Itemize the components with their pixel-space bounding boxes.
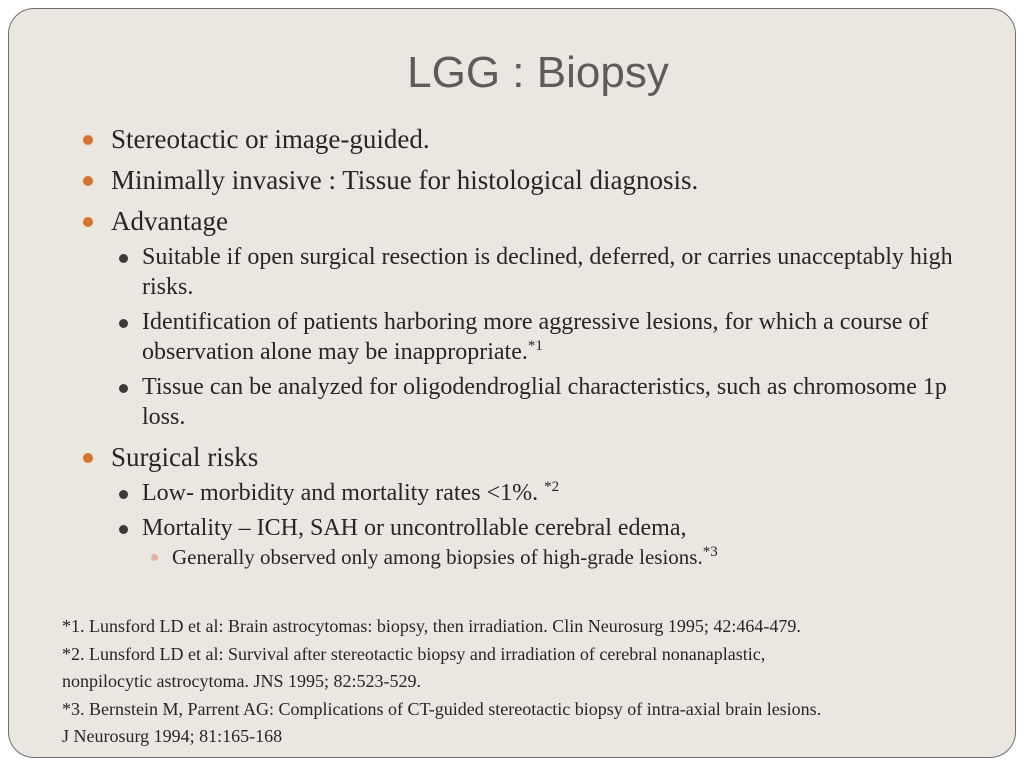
sub-sub-bullet-dot-icon (151, 554, 158, 561)
advantage-item-text: Identification of patients harboring more aggressive lesions, for which a course of observation alone may be inappropriate. (142, 309, 929, 365)
risk-list (111, 478, 959, 571)
sub-bullet-dot-icon (119, 490, 128, 499)
footnote-marker: *3 (702, 544, 718, 560)
advantage-item (111, 242, 959, 302)
slide-title: LGG : Biopsy (407, 48, 669, 97)
bullet-text: Minimally invasive : Tissue for histological diagnosis. (111, 165, 699, 195)
bullet-text: Advantage (111, 206, 228, 236)
reference-line: *1. Lunsford LD et al: Brain astrocytomas: biopsy, then irradiation. Clin Neurosurg 1995; 42:464-479. (62, 616, 801, 636)
slide (8, 8, 1016, 758)
bullet-stereotactic (79, 119, 959, 160)
advantage-list (111, 242, 959, 432)
bullet-dot-icon (83, 135, 93, 145)
risk-item-text: Mortality – ICH, SAH or uncontrollable cerebral edema, (142, 515, 687, 541)
bullet-list (79, 119, 959, 571)
sub-bullet-dot-icon (119, 384, 128, 393)
reference-line: *2. Lunsford LD et al: Survival after stereotactic biopsy and irradiation of cerebral nonanaplastic, (62, 643, 766, 664)
bullet-minimally-invasive (79, 160, 959, 201)
sub-bullet-dot-icon (119, 319, 128, 328)
advantage-item-text: Tissue can be analyzed for oligodendroglial characteristics, such as chromosome 1p loss. (142, 374, 947, 430)
bullet-text: Stereotactic or image-guided. (111, 124, 430, 154)
advantage-item (111, 372, 959, 432)
sub-bullet-dot-icon (119, 525, 128, 534)
risk-subitem-text: Generally observed only among biopsies of high-grade lesions. (172, 545, 703, 569)
risk-item (111, 513, 959, 571)
bullet-dot-icon (83, 217, 93, 227)
risk-sub-list (142, 543, 959, 571)
bullet-text: Surgical risks (111, 442, 259, 472)
references (62, 613, 982, 751)
reference-line: *3. Bernstein M, Parrent AG: Complications of CT-guided stereotactic biopsy of intra-axial brain lesions. (62, 698, 822, 719)
risk-item (111, 478, 959, 508)
bullet-dot-icon (83, 453, 93, 463)
footnote-marker: *2 (544, 479, 560, 495)
bullet-surgical-risks (79, 437, 959, 571)
sub-bullet-dot-icon (119, 254, 128, 263)
bullet-dot-icon (83, 176, 93, 186)
advantage-item (111, 307, 959, 367)
reference-line: nonpilocytic astrocytoma. JNS 1995; 82:523-529. (62, 671, 421, 691)
reference-line: J Neurosurg 1994; 81:165-168 (62, 726, 283, 746)
advantage-item-text: Suitable if open surgical resection is declined, deferred, or carries unacceptably high risks. (142, 244, 953, 300)
footnote-marker: *1 (527, 338, 543, 354)
risk-item-text: Low- morbidity and mortality rates <1%. (142, 480, 545, 506)
bullet-advantage (79, 201, 959, 432)
risk-subitem (111, 543, 959, 571)
